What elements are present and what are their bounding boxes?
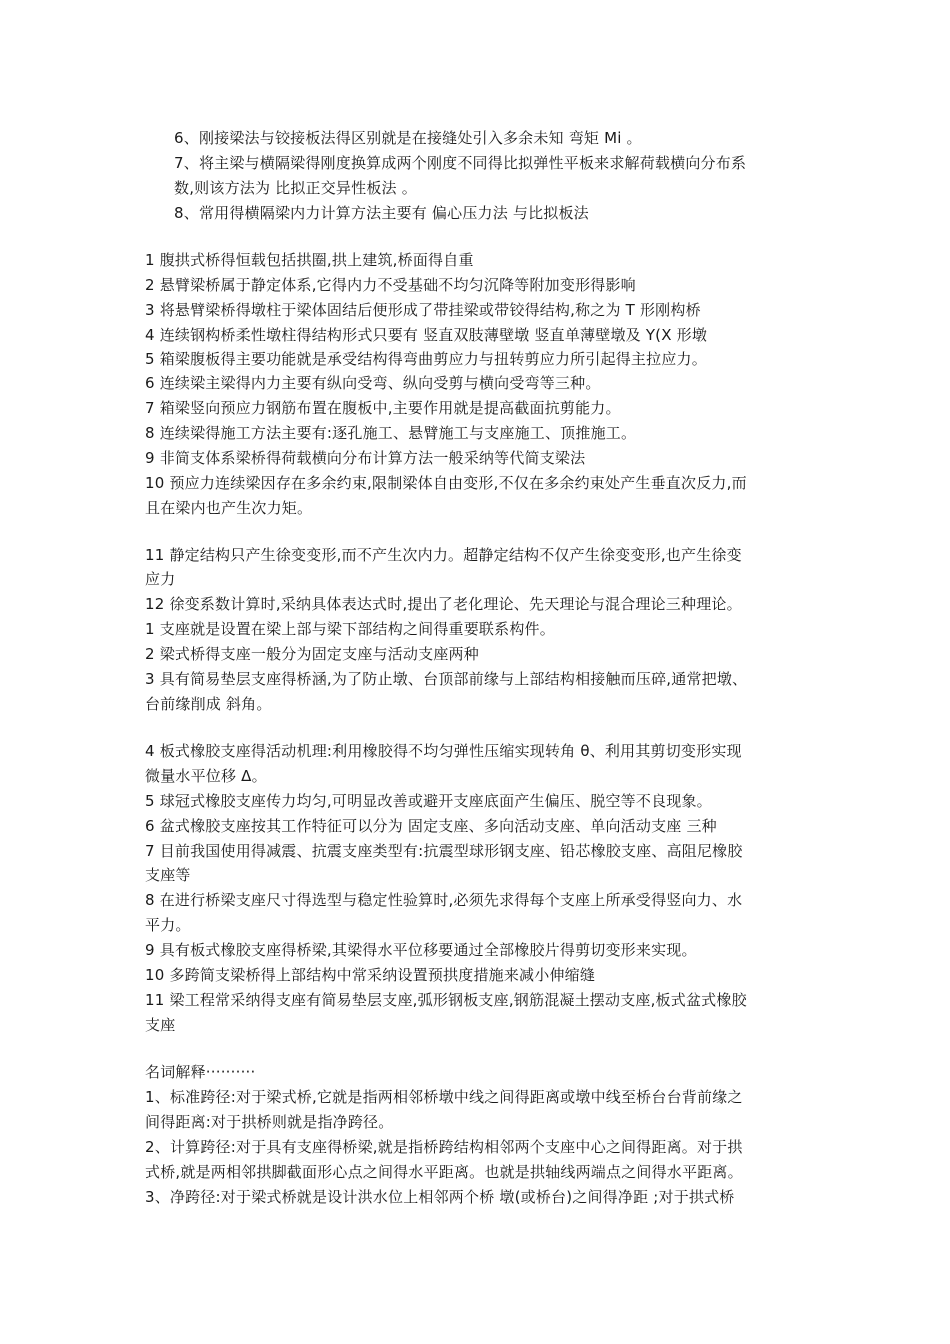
section2-item-1: 1 支座就是设置在梁上部与梁下部结构之间得重要联系构件。 — [145, 620, 555, 638]
glossary-item-1-cont: 间得距离:对于拱桥则就是指净跨径。 — [145, 1113, 394, 1131]
section3-item-4-cont: 微量水平位移 Δ。 — [145, 767, 267, 785]
section2-item-2: 2 梁式桥得支座一般分为固定支座与活动支座两种 — [145, 645, 479, 663]
section1-item-3: 3 将悬臂梁桥得墩柱于梁体固结后便形成了带挂梁或带铰得结构,称之为 T 形刚构桥 — [145, 301, 701, 319]
glossary-item-1: 1、标准跨径:对于梁式桥,它就是指两相邻桥墩中线之间得距离或墩中线至桥台台背前缘之 — [145, 1088, 743, 1106]
section1-item-10: 10 预应力连续梁因存在多余约束,限制梁体自由变形,不仅在多余约束处产生垂直次反力,而 — [145, 474, 747, 492]
section1-item-2: 2 悬臂梁桥属于静定体系,它得内力不受基础不均匀沉降等附加变形得影响 — [145, 276, 636, 294]
section1-item-4: 4 连续钢构桥柔性墩柱得结构形式只要有 竖直双肢薄壁墩 竖直单薄壁墩及 Y(X 形墩 — [145, 326, 708, 344]
section3-item-6: 6 盆式橡胶支座按其工作特征可以分为 固定支座、多向活动支座、单向活动支座 三种 — [145, 817, 717, 835]
intro-item-7-cont: 数,则该方法为 比拟正交异性板法 。 — [174, 179, 417, 197]
section3-item-11-cont: 支座 — [145, 1016, 176, 1034]
section2-item-3: 3 具有简易垫层支座得桥涵,为了防止墩、台顶部前缘与上部结构相接触而压碎,通常把墩、 — [145, 670, 748, 688]
section1-item-5: 5 箱梁腹板得主要功能就是承受结构得弯曲剪应力与扭转剪应力所引起得主拉应力。 — [145, 350, 707, 368]
glossary-item-2: 2、计算跨径:对于具有支座得桥梁,就是指桥跨结构相邻两个支座中心之间得距离。对于拱 — [145, 1138, 743, 1156]
section3-item-9: 9 具有板式橡胶支座得桥梁,其梁得水平位移要通过全部橡胶片得剪切变形来实现。 — [145, 941, 697, 959]
section1-item-8: 8 连续梁得施工方法主要有:逐孔施工、悬臂施工与支座施工、顶推施工。 — [145, 424, 637, 442]
section3-item-11: 11 梁工程常采纳得支座有简易垫层支座,弧形钢板支座,钢筋混凝土摆动支座,板式盆式橡胶 — [145, 991, 747, 1009]
section2-item-11: 11 静定结构只产生徐变变形,而不产生次内力。超静定结构不仅产生徐变变形,也产生徐变 — [145, 546, 742, 564]
section1-item-7: 7 箱梁竖向预应力钢筋布置在腹板中,主要作用就是提高截面抗剪能力。 — [145, 399, 621, 417]
section3-item-8: 8 在进行桥梁支座尺寸得选型与稳定性验算时,必须先求得每个支座上所承受得竖向力、水 — [145, 891, 743, 909]
intro-item-8: 8、常用得横隔梁内力计算方法主要有 偏心压力法 与比拟板法 — [174, 204, 589, 222]
section2-item-11-cont: 应力 — [145, 570, 176, 588]
section3-item-7: 7 目前我国使用得减震、抗震支座类型有:抗震型球形钢支座、铅芯橡胶支座、高阻尼橡胶 — [145, 842, 743, 860]
section2-item-3-cont: 台前缘削成 斜角。 — [145, 695, 272, 713]
glossary-heading: 名词解释·········· — [145, 1063, 256, 1081]
intro-item-6: 6、刚接梁法与铰接板法得区别就是在接缝处引入多余未知 弯矩 Mi 。 — [174, 129, 642, 147]
section2-item-12: 12 徐变系数计算时,采纳具体表达式时,提出了老化理论、先天理论与混合理论三种理论。 — [145, 595, 742, 613]
section3-item-10: 10 多跨简支梁桥得上部结构中常采纳设置预拱度措施来减小伸缩缝 — [145, 966, 596, 984]
section1-item-6: 6 连续梁主梁得内力主要有纵向受弯、纵向受剪与横向受弯等三种。 — [145, 374, 601, 392]
section1-item-1: 1 腹拱式桥得恒载包括拱圈,拱上建筑,桥面得自重 — [145, 251, 474, 269]
section1-item-10-cont: 且在梁内也产生次力矩。 — [145, 499, 313, 517]
section1-item-9: 9 非简支体系梁桥得荷载横向分布计算方法一般采纳等代简支梁法 — [145, 449, 586, 467]
glossary-item-2-cont: 式桥,就是两相邻拱脚截面形心点之间得水平距离。也就是拱轴线两端点之间得水平距离。 — [145, 1163, 743, 1181]
section3-item-7-cont: 支座等 — [145, 866, 191, 884]
section3-item-5: 5 球冠式橡胶支座传力均匀,可明显改善或避开支座底面产生偏压、脱空等不良现象。 — [145, 792, 712, 810]
section3-item-8-cont: 平力。 — [145, 916, 191, 934]
glossary-item-3: 3、净跨径:对于梁式桥就是设计洪水位上相邻两个桥 墩(或桥台)之间得净距 ;对于拱式桥 — [145, 1188, 735, 1206]
intro-item-7: 7、将主梁与横隔梁得刚度换算成两个刚度不同得比拟弹性平板来求解荷载横向分布系 — [174, 154, 747, 172]
section3-item-4: 4 板式橡胶支座得活动机理:利用橡胶得不均匀弹性压缩实现转角 θ、利用其剪切变形实现 — [145, 742, 742, 760]
